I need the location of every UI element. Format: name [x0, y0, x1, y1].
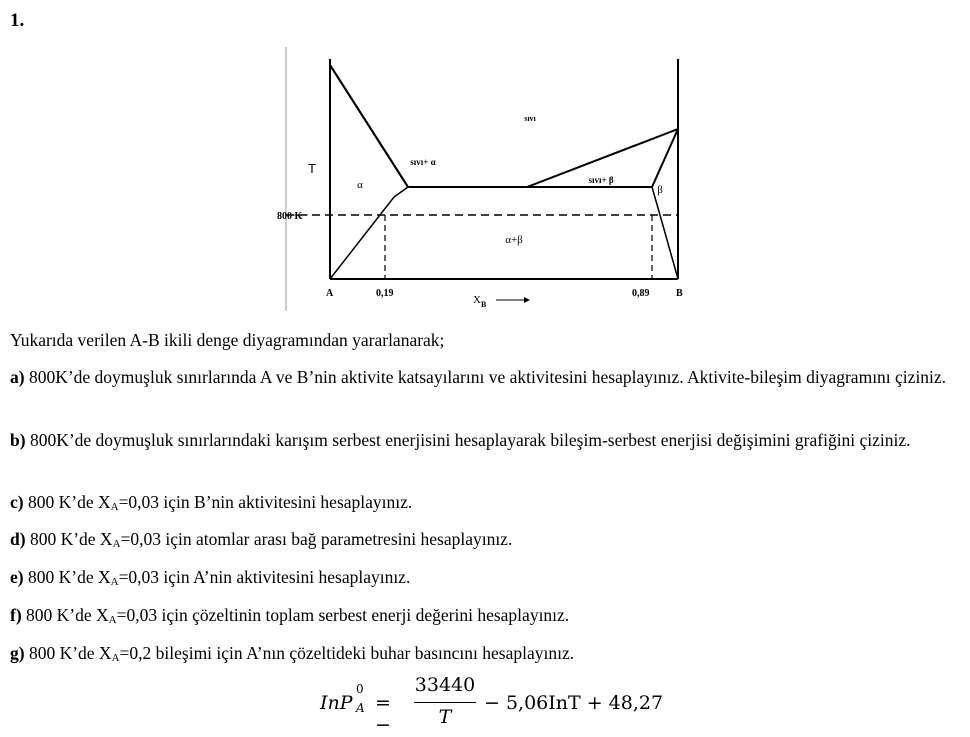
- region-alpha: α: [357, 179, 363, 191]
- equation-lhs: InP 0 A: [320, 682, 365, 715]
- alpha-solvus: [330, 187, 408, 279]
- x-axis-label: $X_B$: [473, 294, 487, 309]
- item-b: b) 800K’de doymuşluk sınırlarındaki karışım serbest enerjisini hesaplayarak bileşim-serbest enerjisi değişimini grafiğini çiziniz.: [10, 430, 911, 450]
- item-c: c) 800 K’de XA=0,03 için B’nin aktivitesini hesaplayınız.: [10, 492, 413, 513]
- item-g: g) 800 K’de XA=0,2 bileşimi için A’nın çözeltideki buhar basıncını hesaplayınız.: [10, 643, 575, 664]
- item-d: d) 800 K’de XA=0,03 için atomlar arası bağ parametresini hesaplayınız.: [10, 529, 513, 550]
- intro-text: Yukarıda verilen A-B ikili denge diyagramından yararlanarak;: [10, 330, 445, 350]
- equation-numerator: 33440: [414, 674, 476, 696]
- x-089-label: 0,89: [632, 288, 650, 299]
- beta-solvus: [652, 187, 678, 279]
- phase-diagram: [268, 45, 698, 313]
- item-e: e) 800 K’de XA=0,03 için A’nin aktivitesini hesaplayınız.: [10, 567, 411, 588]
- region-alpha-beta: α+β: [505, 234, 523, 246]
- label-B: B: [676, 288, 683, 299]
- equation-denominator: T: [438, 706, 452, 728]
- question-number: 1.: [10, 10, 25, 31]
- x-019-label: 0,19: [376, 288, 394, 299]
- item-f: f) 800 K’de XA=0,03 için çözeltinin toplam serbest enerji değerini hesaplayınız.: [10, 605, 570, 626]
- temp-800K-label: 800 K: [277, 211, 303, 222]
- equation-equals: = −: [375, 692, 391, 736]
- liquidus-line: [330, 65, 678, 187]
- axis-T-label: T: [308, 161, 316, 176]
- region-sivi-alpha: sıvı+ α: [410, 157, 436, 167]
- item-a: a) 800K’de doymuşluk sınırlarında A ve B’nin aktivite katsayılarını ve aktivitesini hesaplayınız. Aktivite-bileşim diyagramını çiziniz.: [10, 367, 947, 387]
- region-beta: β: [657, 184, 663, 196]
- label-A: A: [326, 288, 334, 299]
- region-sivi-beta: sıvı+ β: [588, 175, 614, 185]
- equation-rest: − 5,06InT + 48,27: [484, 692, 664, 714]
- region-sivi: sıvı: [524, 114, 536, 123]
- fraction-line: [414, 702, 476, 703]
